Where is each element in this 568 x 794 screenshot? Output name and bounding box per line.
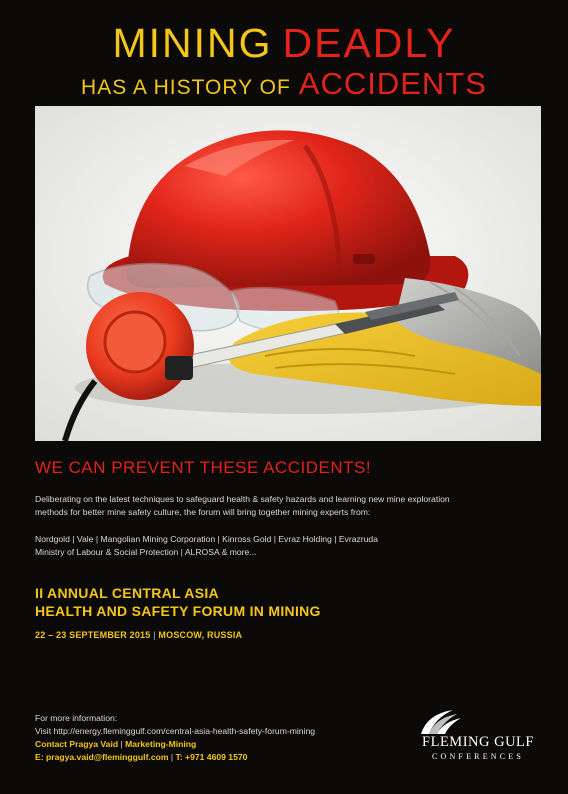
companies-line: Nordgold | Vale | Mangolian Mining Corporation | Kinross Gold | Evraz Holding | Evrazruda [35,534,378,544]
contact-separator: | [170,752,174,762]
contact-email-phone-line [35,751,395,764]
contact-separator: | [120,739,123,749]
headline-line-1 [0,20,568,66]
event-date-location [35,630,541,640]
intro-line: methods for better mine safety culture, the forum will bring together mining experts from: [35,506,371,517]
contact-person: Contact Pragya Vaid [35,739,119,749]
event-title-line-2: HEALTH AND SAFETY FORUM IN MINING [35,603,321,619]
contact-label: For more information: [35,713,118,723]
logo-tagline: CONFERENCES [431,752,525,761]
safety-gear-photo [35,106,541,441]
headline-word-accidents: ACCIDENTS [298,66,487,101]
headline-line-2 [0,66,568,102]
companies-line: Ministry of Labour & Social Protection | ALROSA & more... [35,546,257,557]
intro-paragraph [35,493,541,518]
contact-person-line [35,738,395,751]
fleming-gulf-logo [413,708,543,768]
event-location: MOSCOW, RUSSIA [158,630,243,640]
intro-line: Deliberating on the latest techniques to safeguard health & safety hazards and learning new mine exploration [35,494,450,504]
headline-word-deadly: DEADLY [282,20,456,66]
contact-phone[interactable]: T: +971 4609 1570 [175,752,248,762]
event-dates: 22 – 23 SEPTEMBER 2015 [35,630,151,640]
logo-swoosh-icon [413,708,543,736]
contact-role: Marketing-Mining [125,739,197,749]
contact-email[interactable]: E: pragya.vaid@fleminggulf.com [35,752,169,762]
event-separator: | [153,630,156,640]
headline-word-mining: MINING [112,20,273,66]
logo-name: FLEMING GULF [422,734,534,750]
event-title [35,584,541,620]
contact-block [35,712,395,764]
subheading: WE CAN PREVENT THESE ACCIDENTS! [35,458,372,477]
event-title-line-1: II ANNUAL CENTRAL ASIA [35,585,219,601]
companies-list [35,533,541,558]
headline-has-a-history-of: HAS A HISTORY OF [81,76,291,99]
contact-visit-link[interactable]: Visit http://energy.fleminggulf.com/central-asia-health-safety-forum-mining [35,726,316,736]
